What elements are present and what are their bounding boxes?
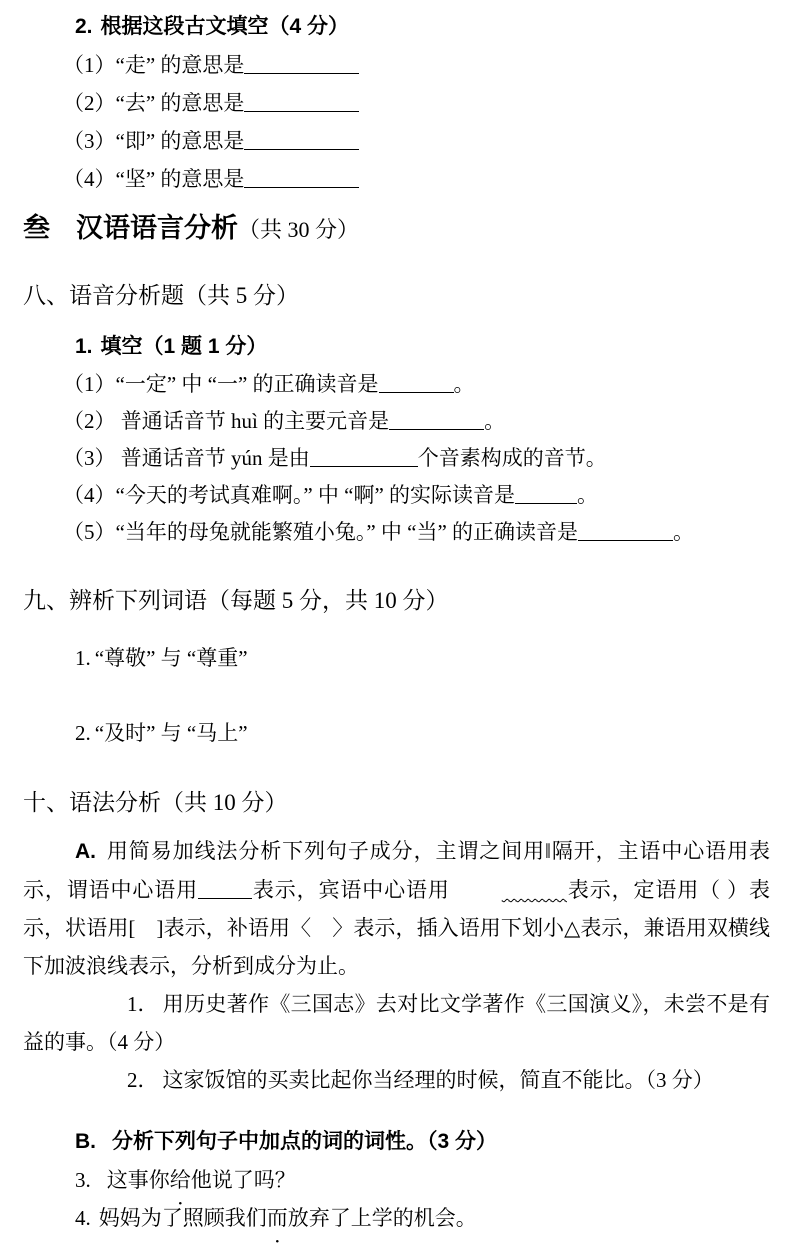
part-a-label: A. [75,840,96,863]
word-pair-item-2 [75,714,770,752]
item-text-post: 。 [484,409,506,433]
fill-item-4 [63,160,770,198]
part-numeral: 叁 [23,213,50,243]
question-number: 1. [75,335,93,358]
answer-blank [379,373,454,393]
phonetic-item-1 [63,366,770,403]
answer-blank [244,92,359,112]
item-number: 4. [75,1206,91,1230]
predicate-blank [198,879,252,899]
phonetic-item-5 [63,514,770,551]
answer-blank [244,168,359,188]
instruction-text: 用简易加线法分析下列句子成分，主谓之间用‖隔开，主语中心语用表示，谓语中心语用 [23,839,770,902]
question-title: 根据这段古文填空（4 分） [100,15,350,38]
item-text-post: 。 [673,520,695,544]
item-text: 这家饭馆的买卖比起你当经理的时候，简直不能比。（3 分） [162,1068,714,1092]
item-number: 2. [75,721,91,745]
section-9-heading: 九、辨析下列词语（每题 5 分，共 10 分） [23,588,449,613]
item-text-post: 个音素构成的音节。 [417,446,607,470]
word-pair-item-1 [75,639,770,677]
item-text: （2） 普通话音节 huì 的主要元音是 [63,409,390,433]
fill-item-1 [63,46,770,84]
part-title: 汉语语言分析 [76,213,238,243]
item-number: 3. [75,1168,91,1192]
question-2-heading [75,8,770,46]
item-text: 这事你 [106,1168,170,1192]
answer-blank [389,410,484,430]
phonetic-item-4 [63,477,770,514]
fill-item-2 [63,84,770,122]
instruction-text: 表示，宾语中心语用 [252,878,450,902]
instruction-text: 表示，定语用（ ）表示，状语用[ ]表示，补语用〈 〉表示，插入语用下划小△表示，兼语用双横线下加波浪线表示，分析到成分为止。 [23,878,770,978]
answer-blank [515,484,577,504]
item-text: （5）“当年的母兔就能繁殖小兔。” 中 “当” 的正确读音是 [63,520,579,544]
item-text: 妈妈为了照顾我们 [98,1206,267,1230]
item-number: 1． [127,992,159,1016]
item-text-post: 放弃了上学的机会。 [287,1206,477,1230]
item-text: 用历史著作《三国志》去对比文学著作《三国演义》，未尝不是有益的事。（4 分） [23,992,770,1054]
answer-blank [578,521,673,541]
answer-blank [244,54,359,74]
item-number: 1. [75,646,91,670]
question-title: 填空（1 题 1 分） [100,335,268,358]
part-b-label: B. [75,1130,96,1153]
item-text: （1）“走” 的意思是 [63,53,245,77]
item-text-post: 。 [453,372,475,396]
part-b-title: 分析下列句子中加点的词的词性。（3 分） [112,1130,498,1153]
item-number: 2． [127,1068,159,1092]
item-text: （3）“即” 的意思是 [63,129,245,153]
question-number: 2. [75,15,93,38]
pos-item-3 [75,1161,770,1199]
part-3-heading [23,206,770,252]
answer-blank [310,447,418,467]
phonetic-item-3 [63,440,770,477]
sentence-analysis-item-1 [23,985,770,1061]
section-8-q1-heading [75,328,770,366]
section-10-heading: 十、语法分析（共 10 分） [23,790,288,815]
item-text: “尊敬” 与 “尊重” [94,646,248,670]
object-wavy-blank [450,871,567,909]
section-8-heading: 八、语音分析题（共 5 分） [23,283,299,308]
grammar-instructions-paragraph [23,832,770,985]
item-text: （3） 普通话音节 yún 是由 [63,446,310,470]
answer-blank [244,130,359,150]
item-text-post: 。 [577,483,599,507]
item-text: （4）“今天的考试真难啊。” 中 “啊” 的实际读音是 [63,483,516,507]
item-text-post: 他说了吗？ [190,1168,296,1192]
item-text: （4）“坚” 的意思是 [63,167,245,191]
sentence-analysis-item-2 [23,1061,770,1099]
fill-item-3 [63,122,770,160]
part-b-heading [75,1123,770,1161]
item-text: “及时” 与 “马上” [94,721,248,745]
dotted-word: 而 [266,1206,288,1230]
item-text: （2）“去” 的意思是 [63,91,245,115]
part-score: （共 30 分） [238,217,360,242]
dotted-word: 给 [169,1168,191,1192]
item-text: （1）“一定” 中 “一” 的正确读音是 [63,372,379,396]
phonetic-item-2 [63,403,770,440]
